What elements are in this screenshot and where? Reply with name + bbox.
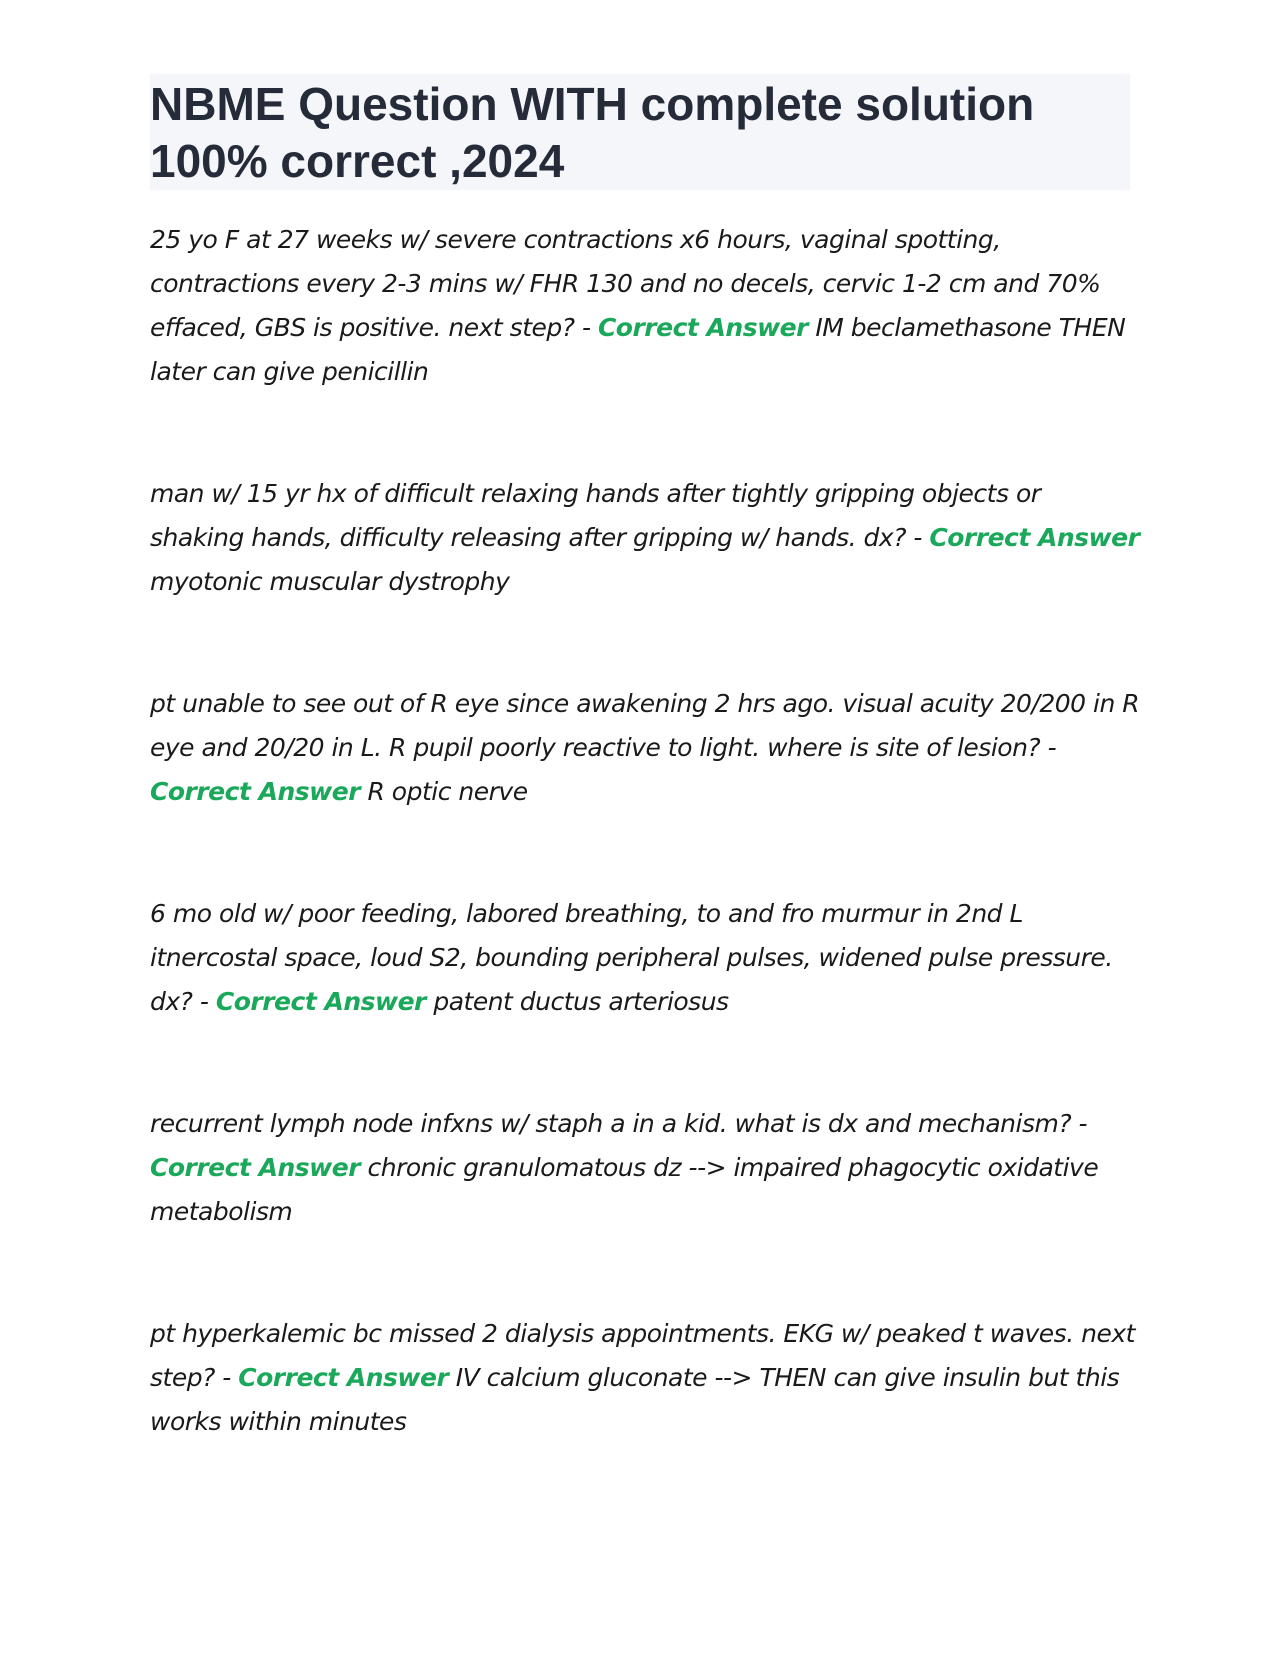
answer-text: IV calcium gluconate --> THEN can give insulin but this works within minutes bbox=[150, 1363, 1120, 1436]
question-text: recurrent lymph node infxns w/ staph a in a kid. what is dx and mechanism? - bbox=[150, 1109, 1088, 1138]
answer-text: patent ductus arteriosus bbox=[425, 987, 729, 1016]
qa-item-3 bbox=[150, 682, 1140, 814]
document-title bbox=[150, 76, 1130, 190]
correct-answer-label: Correct Answer bbox=[150, 1153, 361, 1182]
qa-item-1 bbox=[150, 218, 1140, 394]
correct-answer-label: Correct Answer bbox=[597, 313, 808, 342]
qa-list bbox=[150, 218, 1140, 1444]
question-text: pt unable to see out of R eye since awakening 2 hrs ago. visual acuity 20/200 in R eye and 20/20 in L. R pupil poorly reactive to light. where is site of lesion? - bbox=[150, 689, 1140, 762]
answer-text: myotonic muscular dystrophy bbox=[150, 567, 510, 596]
title-line-1: NBME Question WITH complete solution bbox=[150, 78, 1035, 130]
title-line-2: 100% correct ,2024 bbox=[150, 135, 565, 187]
answer-text: IM beclamethasone THEN later can give penicillin bbox=[150, 313, 1126, 386]
correct-answer-label: Correct Answer bbox=[215, 987, 426, 1016]
question-text: 6 mo old w/ poor feeding, labored breathing, to and fro murmur in 2nd L itnercostal space, loud S2, bounding peripheral pulses, widened pulse pressure. dx? - bbox=[150, 899, 1113, 1016]
question-text: 25 yo F at 27 weeks w/ severe contractions x6 hours, vaginal spotting, contractions every 2-3 mins w/ FHR 130 and no decels, cervic 1-2 cm and 70% effaced, GBS is positive. next step? - bbox=[150, 225, 1101, 342]
answer-text: chronic granulomatous dz --> impaired phagocytic oxidative metabolism bbox=[150, 1153, 1099, 1226]
qa-item-5 bbox=[150, 1102, 1140, 1234]
answer-text: R optic nerve bbox=[360, 777, 528, 806]
correct-answer-label: Correct Answer bbox=[150, 777, 361, 806]
qa-item-2 bbox=[150, 472, 1140, 604]
question-text: pt hyperkalemic bc missed 2 dialysis appointments. EKG w/ peaked t waves. next step? - bbox=[150, 1319, 1135, 1392]
qa-item-6 bbox=[150, 1312, 1140, 1444]
correct-answer-label: Correct Answer bbox=[929, 523, 1140, 552]
question-text: man w/ 15 yr hx of difficult relaxing hands after tightly gripping objects or shaking hands, difficulty releasing after gripping w/ hands. dx? - bbox=[150, 479, 1041, 552]
qa-item-4 bbox=[150, 892, 1140, 1024]
title-block bbox=[150, 74, 1130, 190]
correct-answer-label: Correct Answer bbox=[238, 1363, 449, 1392]
